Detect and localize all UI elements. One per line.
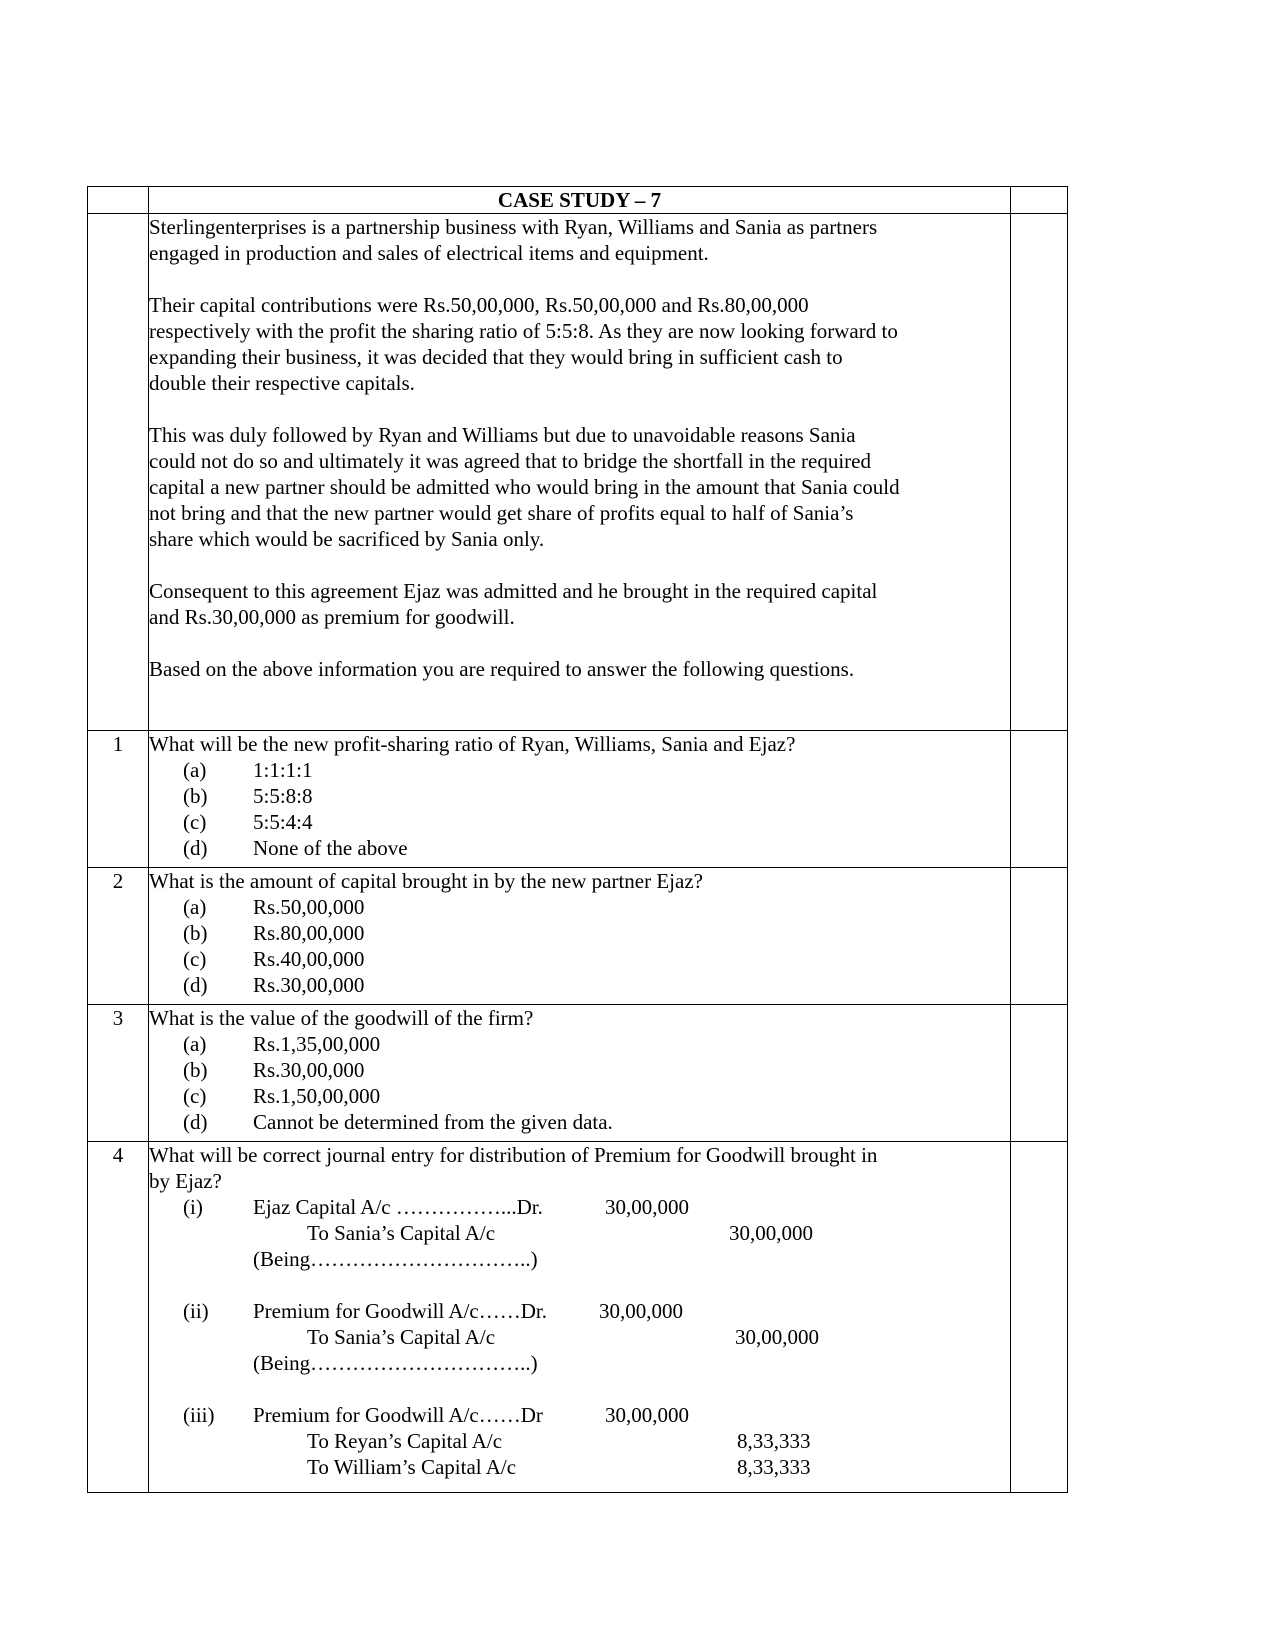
option-label: (c): [183, 947, 207, 971]
intro-num-cell: [88, 214, 149, 731]
journal-entry-iii-debit: [149, 1402, 1010, 1428]
option-label: (a): [183, 758, 207, 782]
option-text: Rs.50,00,000: [253, 895, 365, 919]
debit-account: Premium for Goodwill A/c……Dr.: [253, 1299, 547, 1323]
journal-entry-iii-credit-1: [149, 1428, 1010, 1454]
question-number: 4: [88, 1142, 149, 1493]
intro-row: [88, 214, 1068, 731]
case-study-title: CASE STUDY – 7: [497, 188, 662, 212]
question-row-2: [88, 868, 1068, 1005]
case-study-table: [87, 186, 1068, 1493]
debit-account: Premium for Goodwill A/c……Dr: [253, 1403, 543, 1427]
marks-cell: [1011, 868, 1068, 1005]
credit-amount: 30,00,000: [729, 1221, 813, 1245]
text-line: This was duly followed by Ryan and Williams but due to unavoidable reasons Sania: [149, 423, 856, 447]
intro-paragraph-4: [149, 578, 1010, 630]
text-line: Consequent to this agreement Ejaz was admitted and he brought in the required capital: [149, 579, 878, 603]
question-text: What is the value of the goodwill of the firm?: [149, 1006, 534, 1030]
question-cell: [149, 868, 1011, 1005]
journal-entry-ii-narration: [149, 1350, 1010, 1376]
text-line: capital a new partner should be admitted who would bring in the amount that Sania could: [149, 475, 900, 499]
debit-amount: 30,00,000: [605, 1403, 689, 1427]
credit-account: To Sania’s Capital A/c: [307, 1325, 496, 1349]
question-number: 2: [88, 868, 149, 1005]
journal-entry-ii-debit: [149, 1298, 1010, 1324]
title-num-cell: [88, 187, 149, 214]
option-text: Rs.80,00,000: [253, 921, 365, 945]
option-text: Rs.30,00,000: [253, 973, 365, 997]
marks-cell: [1011, 1005, 1068, 1142]
option-text: Rs.1,50,00,000: [253, 1084, 381, 1108]
text-line: double their respective capitals.: [149, 371, 415, 395]
debit-amount: 30,00,000: [605, 1195, 689, 1219]
credit-amount: 30,00,000: [735, 1325, 819, 1349]
option-b: [149, 783, 1010, 809]
option-label: (a): [183, 895, 207, 919]
option-text: 5:5:4:4: [253, 810, 313, 834]
question-row-3: [88, 1005, 1068, 1142]
intro-cell: [149, 214, 1011, 731]
option-b: [149, 920, 1010, 946]
text-line: expanding their business, it was decided that they would bring in sufficient cash to: [149, 345, 843, 369]
option-label: (c): [183, 1084, 207, 1108]
option-d: [149, 1109, 1010, 1135]
intro-paragraph-2: [149, 292, 1010, 396]
question-number: 1: [88, 731, 149, 868]
question-text-line-1: What will be correct journal entry for distribution of Premium for Goodwill brought in: [149, 1143, 878, 1167]
marks-cell: [1011, 731, 1068, 868]
option-a: [149, 1031, 1010, 1057]
option-label: (d): [183, 973, 208, 997]
question-row-4: [88, 1142, 1068, 1493]
text-line: not bring and that the new partner would get share of profits equal to half of Sania’s: [149, 501, 854, 525]
narration: (Being…………………………..): [253, 1351, 538, 1375]
option-b: [149, 1057, 1010, 1083]
narration: (Being…………………………..): [253, 1247, 538, 1271]
credit-account: To Sania’s Capital A/c: [307, 1221, 496, 1245]
entry-label: (iii): [183, 1403, 215, 1427]
question-row-1: [88, 731, 1068, 868]
option-d: [149, 972, 1010, 998]
title-marks-cell: [1011, 187, 1068, 214]
text-line: Based on the above information you are required to answer the following questions.: [149, 657, 855, 681]
option-c: [149, 946, 1010, 972]
text-line: Sterlingenterprises is a partnership business with Ryan, Williams and Sania as partners: [149, 215, 878, 239]
option-a: [149, 757, 1010, 783]
option-text: Rs.30,00,000: [253, 1058, 365, 1082]
option-text: 5:5:8:8: [253, 784, 313, 808]
credit-amount: 8,33,333: [737, 1429, 811, 1453]
title-row: [88, 187, 1068, 214]
text-line: share which would be sacrificed by Sania only.: [149, 527, 545, 551]
question-cell: [149, 731, 1011, 868]
option-text: Rs.40,00,000: [253, 947, 365, 971]
journal-entry-i-credit: [149, 1220, 1010, 1246]
journal-entry-ii-credit: [149, 1324, 1010, 1350]
text-line: respectively with the profit the sharing ratio of 5:5:8. As they are now looking forward to: [149, 319, 898, 343]
option-label: (b): [183, 1058, 208, 1082]
option-text: Rs.1,35,00,000: [253, 1032, 381, 1056]
title-cell: [149, 187, 1011, 214]
text-line: could not do so and ultimately it was agreed that to bridge the shortfall in the required: [149, 449, 871, 473]
text-line: and Rs.30,00,000 as premium for goodwill.: [149, 605, 515, 629]
option-label: (a): [183, 1032, 207, 1056]
question-number: 3: [88, 1005, 149, 1142]
question-text-line-2: by Ejaz?: [149, 1169, 222, 1193]
credit-account: To Reyan’s Capital A/c: [307, 1429, 503, 1453]
intro-paragraph-5: [149, 656, 1010, 682]
entry-label: (i): [183, 1195, 203, 1219]
debit-account: Ejaz Capital A/c ……………...Dr.: [253, 1195, 543, 1219]
question-cell: [149, 1142, 1011, 1493]
credit-account: To William’s Capital A/c: [307, 1455, 517, 1479]
option-text: Cannot be determined from the given data.: [253, 1110, 613, 1134]
journal-entry-i-debit: [149, 1194, 1010, 1220]
option-c: [149, 1083, 1010, 1109]
option-label: (d): [183, 836, 208, 860]
entry-label: (ii): [183, 1299, 209, 1323]
marks-cell: [1011, 1142, 1068, 1493]
journal-entry-iii-credit-2: [149, 1454, 1010, 1480]
credit-amount: 8,33,333: [737, 1455, 811, 1479]
option-label: (b): [183, 921, 208, 945]
question-cell: [149, 1005, 1011, 1142]
option-label: (d): [183, 1110, 208, 1134]
journal-entry-i-narration: [149, 1246, 1010, 1272]
option-c: [149, 809, 1010, 835]
intro-paragraph-1: [149, 214, 1010, 266]
option-label: (b): [183, 784, 208, 808]
question-text: What is the amount of capital brought in by the new partner Ejaz?: [149, 869, 703, 893]
debit-amount: 30,00,000: [599, 1299, 683, 1323]
option-d: [149, 835, 1010, 861]
option-label: (c): [183, 810, 207, 834]
option-text: 1:1:1:1: [253, 758, 313, 782]
text-line: engaged in production and sales of electrical items and equipment.: [149, 241, 709, 265]
intro-paragraph-3: [149, 422, 1010, 552]
text-line: Their capital contributions were Rs.50,00,000, Rs.50,00,000 and Rs.80,00,000: [149, 293, 809, 317]
option-text: None of the above: [253, 836, 408, 860]
question-text: What will be the new profit-sharing ratio of Ryan, Williams, Sania and Ejaz?: [149, 732, 796, 756]
intro-marks-cell: [1011, 214, 1068, 731]
option-a: [149, 894, 1010, 920]
